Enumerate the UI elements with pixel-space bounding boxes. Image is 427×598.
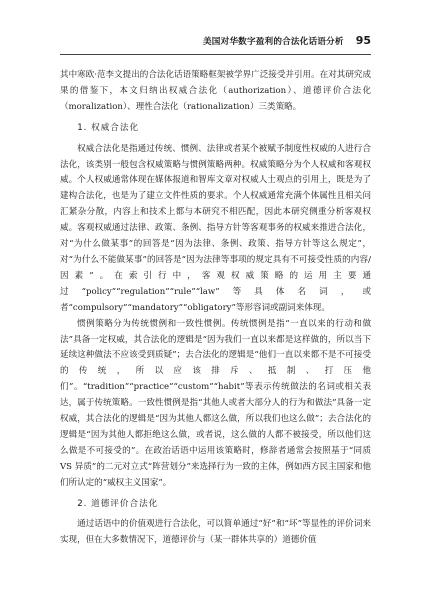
section-heading: 1. 权威合法化 xyxy=(77,122,140,133)
running-title: 美国对华数字盈利的合法化话语分析 xyxy=(202,37,344,47)
page-number: 95 xyxy=(355,34,371,47)
paragraph: 其中寒欧·范李文提出的合法化话语策略框架被学界广泛接受并引用。在对其研究成果的借鉴下，本文归纳出权威合法化（authorization）、道德评价合法化（moralization）、理性合法化（rationalization）三类策略。 xyxy=(60,70,371,112)
paragraph: 惯例策略分为传统惯例和一致性惯例。传统惯例是指“一直以来的行动和做法”具备一定权威，其合法化的逻辑是“因为我们一直以来都是这样做的，所以当下延续这种做法不应该受到质疑”；去合法化的逻辑是“他们一直以来都不是不可接受的传统，所以应该排斥、抵制、打压他们”。“tradition”“practice”“custom”“habit”等表示传统做法的名词或相关表达，属于传统策略。一致性惯例是指“其他人或者大部分人的行为和做法”具备一定权威，其合法化的逻辑是“因为其他人都这么做，所以我们也这么做”；去合法化的逻辑是“因为其他人都拒绝这么做，或者说，这么做的人都不被接受，所以他们这么做是不可接受的”。在政治话语中运用该策略时，修辞者通常会按照基于“同质 VS 异质”的二元对立式“阵营划分”来选择行为一致的主体，例如西方民主国家和他们所认定的“威权主义国家”。 xyxy=(60,318,371,488)
section-heading: 2. 道德评价合法化 xyxy=(77,498,159,509)
paragraph: 权威合法化是指通过传统、惯例、法律或者某个被赋予制度性权威的人进行合法化，该类别一般包含权威策略与惯例策略两种。权威策略分为个人权威和客观权威。个人权威通常体现在媒体报道和智库文章对权威人士观点的引用上，既是为了建构合法化，也是为了建立文件性质的要求。个人权威通常充满个体属性且相关问汇紧杂分散，内容上和技术上都与本研究不相匹配，因此本研究侧重分析客观权威。客观权威通过法律、政策、条例、指导方针等客观事务的权威来推进合法化，对“为什么做某事”的回答是“因为法律、条例、政策、指导方针等这么规定”，对“为什么不能做某事”的回答是“因为法律等事项的规定具有不可接受性质的内容/因素”。在索引行中，客观权威策略的运用主要通过“policy”“regulation”“rule”“law”等具体名词，或者“compulsory”“mandatory”“obligatory”等形容词或副词来体现。 xyxy=(60,143,371,313)
body-text xyxy=(60,68,371,549)
paragraph: 通过话语中的价值观进行合法化，可以简单通过“好”和“坏”等显性的评价词来实现，但在大多数情况下，道德评价与（某一群体共享的）道德价值 xyxy=(60,519,371,546)
running-header xyxy=(60,34,371,55)
